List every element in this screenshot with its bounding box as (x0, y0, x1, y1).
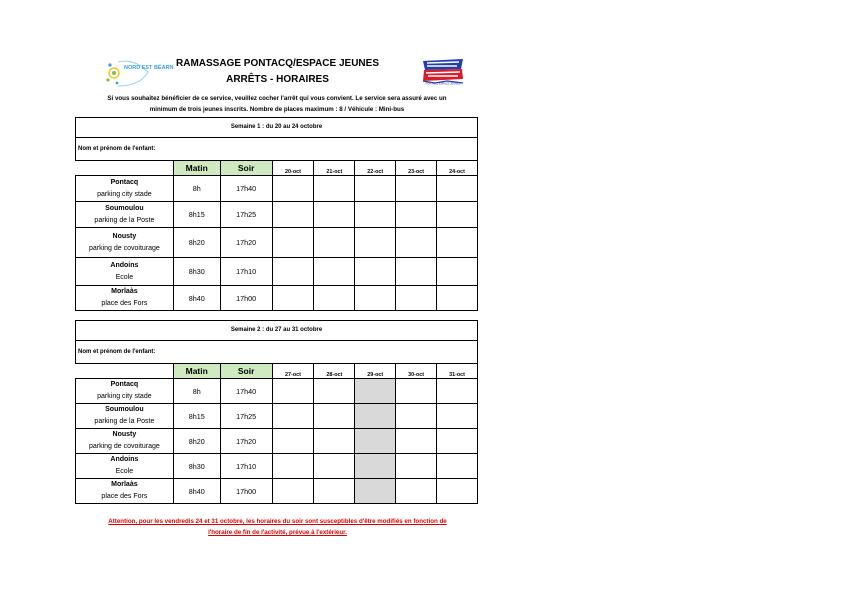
stop-detail: parking de covoiturage (88, 443, 160, 450)
stop-name: Soumoulou (105, 406, 144, 413)
stop-row-nousty (76, 228, 478, 258)
soir-time: 17h25 (220, 404, 272, 429)
matin-header: Matin (173, 161, 220, 176)
checkbox-cell[interactable] (396, 429, 437, 454)
checkbox-cell[interactable] (396, 202, 437, 228)
checkbox-cell[interactable] (355, 228, 396, 258)
date-header: 21-oct (314, 161, 355, 176)
checkbox-cell[interactable] (355, 258, 396, 286)
checkbox-cell[interactable] (355, 286, 396, 311)
stop-detail: place des Fors (101, 300, 148, 307)
checkbox-cell[interactable] (314, 228, 355, 258)
date-header: 31-oct (437, 364, 478, 379)
checkbox-cell-unavailable (355, 454, 396, 479)
checkbox-cell[interactable] (272, 286, 314, 311)
stop-row-soumoulou (76, 404, 478, 429)
checkbox-cell[interactable] (396, 479, 437, 504)
svg-text:PONTACQ ESPACE JEUNES: PONTACQ ESPACE JEUNES (425, 82, 461, 86)
week-2-schedule-table (75, 363, 478, 504)
stop-label (76, 379, 174, 404)
checkbox-cell-unavailable (355, 379, 396, 404)
week-1-schedule-table (75, 160, 478, 311)
matin-time: 8h20 (173, 429, 220, 454)
checkbox-cell[interactable] (437, 202, 478, 228)
week-1-child-name-field[interactable]: Nom et prénom de l'enfant: (75, 138, 478, 161)
stop-detail: Ecole (115, 468, 134, 475)
stop-name: Nousty (112, 232, 137, 240)
checkbox-cell[interactable] (396, 176, 437, 202)
date-header: 20-oct (272, 161, 314, 176)
stop-label (76, 404, 174, 429)
stop-name: Morlaàs (111, 288, 138, 295)
checkbox-cell[interactable] (437, 379, 478, 404)
matin-time: 8h15 (173, 202, 220, 228)
table-corner (76, 364, 174, 379)
stop-row-andoins (76, 258, 478, 286)
date-header: 23-oct (396, 161, 437, 176)
checkbox-cell[interactable] (437, 286, 478, 311)
soir-time: 17h25 (220, 202, 272, 228)
stop-label (76, 286, 174, 311)
stop-name: Pontacq (110, 178, 139, 186)
checkbox-cell[interactable] (437, 176, 478, 202)
stop-name: Morlaàs (111, 481, 138, 488)
checkbox-cell[interactable] (272, 202, 314, 228)
intro-line-1: Si vous souhaitez bénéficier de ce service, veuillez cocher l'arrêt qui vous convient. Le service sera assuré avec un (107, 95, 447, 102)
checkbox-cell[interactable] (314, 454, 355, 479)
stop-label (76, 429, 174, 454)
date-header: 24-oct (437, 161, 478, 176)
matin-time: 8h30 (173, 454, 220, 479)
checkbox-cell[interactable] (272, 379, 314, 404)
checkbox-cell[interactable] (437, 228, 478, 258)
week-2-section (75, 320, 478, 500)
checkbox-cell[interactable] (272, 228, 314, 258)
checkbox-cell[interactable] (272, 404, 314, 429)
stop-label (76, 202, 174, 228)
stop-detail: parking de covoiturage (88, 244, 160, 252)
soir-time: 17h40 (220, 176, 272, 202)
soir-time: 17h20 (220, 429, 272, 454)
stop-row-pontacq (76, 176, 478, 202)
matin-time: 8h30 (173, 258, 220, 286)
soir-header: Soir (220, 161, 272, 176)
stop-label (76, 258, 174, 286)
checkbox-cell[interactable] (314, 429, 355, 454)
stop-row-andoins (76, 454, 478, 479)
matin-time: 8h (173, 176, 220, 202)
checkbox-cell[interactable] (355, 202, 396, 228)
week-2-title: Semaine 2 : du 27 au 31 octobre (75, 320, 478, 341)
checkbox-cell[interactable] (314, 479, 355, 504)
checkbox-cell[interactable] (314, 258, 355, 286)
attention-note (80, 516, 475, 538)
matin-time: 8h20 (173, 228, 220, 258)
stop-label (76, 176, 174, 202)
stop-detail: parking de la Poste (94, 216, 155, 224)
checkbox-cell-unavailable (355, 429, 396, 454)
checkbox-cell[interactable] (396, 286, 437, 311)
soir-time: 17h10 (220, 454, 272, 479)
matin-time: 8h (173, 379, 220, 404)
soir-time: 17h00 (220, 479, 272, 504)
checkbox-cell[interactable] (437, 479, 478, 504)
page-subtitle: ARRÊTS - HORAIRES (226, 74, 329, 85)
checkbox-cell[interactable] (437, 404, 478, 429)
stop-label (76, 479, 174, 504)
checkbox-cell[interactable] (396, 379, 437, 404)
soir-time: 17h00 (220, 286, 272, 311)
page-title: RAMASSAGE PONTACQ/ESPACE JEUNES (176, 58, 379, 69)
matin-time: 8h15 (173, 404, 220, 429)
stop-row-morlaas (76, 479, 478, 504)
stop-name: Andoins (110, 261, 139, 269)
soir-time: 17h40 (220, 379, 272, 404)
date-header: 28-oct (314, 364, 355, 379)
stop-row-morlaas (76, 286, 478, 311)
soir-time: 17h10 (220, 258, 272, 286)
week-2-child-name-field[interactable]: Nom et prénom de l'enfant: (75, 341, 478, 364)
date-header: 30-oct (396, 364, 437, 379)
checkbox-cell[interactable] (272, 429, 314, 454)
date-header: 29-oct (355, 364, 396, 379)
checkbox-cell[interactable] (314, 286, 355, 311)
checkbox-cell[interactable] (272, 176, 314, 202)
checkbox-cell[interactable] (272, 258, 314, 286)
date-header: 27-oct (272, 364, 314, 379)
checkbox-cell[interactable] (355, 176, 396, 202)
stop-name: Soumoulou (105, 204, 144, 212)
checkbox-cell[interactable] (437, 429, 478, 454)
checkbox-cell[interactable] (314, 176, 355, 202)
nord-est-bearn-logo (104, 56, 174, 90)
checkbox-cell[interactable] (314, 379, 355, 404)
week-1-section (75, 117, 478, 307)
checkbox-cell[interactable] (396, 258, 437, 286)
stop-row-soumoulou (76, 202, 478, 228)
stop-label (76, 454, 174, 479)
intro-text (76, 93, 478, 115)
attention-note-line-2: l'horaire de fin de l'activité, prévue à l'extérieur. (208, 529, 347, 536)
checkbox-cell[interactable] (314, 404, 355, 429)
table-corner (76, 161, 174, 176)
stop-detail: place des Fors (101, 493, 148, 500)
checkbox-cell[interactable] (437, 258, 478, 286)
espace-jeunes-logo (421, 57, 465, 85)
stop-detail: parking city stade (97, 393, 152, 400)
week-1-title: Semaine 1 : du 20 au 24 octobre (75, 117, 478, 138)
stop-row-pontacq (76, 379, 478, 404)
matin-time: 8h40 (173, 286, 220, 311)
checkbox-cell[interactable] (437, 454, 478, 479)
matin-time: 8h40 (173, 479, 220, 504)
checkbox-cell[interactable] (396, 228, 437, 258)
matin-header: Matin (173, 364, 220, 379)
checkbox-cell[interactable] (272, 479, 314, 504)
checkbox-cell-unavailable (355, 479, 396, 504)
stop-detail: Ecole (115, 273, 134, 281)
stop-detail: parking de la Poste (94, 418, 155, 425)
soir-header: Soir (220, 364, 272, 379)
date-header: 22-oct (355, 161, 396, 176)
stop-name: Nousty (112, 431, 137, 438)
attention-note-line-1: Attention, pour les vendredis 24 et 31 octobre, les horaires du soir sont susceptibles d'être modifiés en fonction de (108, 518, 447, 525)
checkbox-cell[interactable] (396, 404, 437, 429)
stop-detail: parking city stade (97, 190, 152, 198)
stop-name: Pontacq (110, 381, 139, 388)
stop-label (76, 228, 174, 258)
intro-line-2: minimum de trois jeunes inscrits. Nombre de places maximum : 8 / Véhicule : Mini-bus (149, 106, 405, 113)
stop-row-nousty (76, 429, 478, 454)
svg-text:NORD EST BÉARN: NORD EST BÉARN (124, 65, 174, 71)
stop-name: Andoins (110, 456, 139, 463)
soir-time: 17h20 (220, 228, 272, 258)
checkbox-cell[interactable] (396, 454, 437, 479)
checkbox-cell[interactable] (272, 454, 314, 479)
checkbox-cell[interactable] (314, 202, 355, 228)
checkbox-cell-unavailable (355, 404, 396, 429)
